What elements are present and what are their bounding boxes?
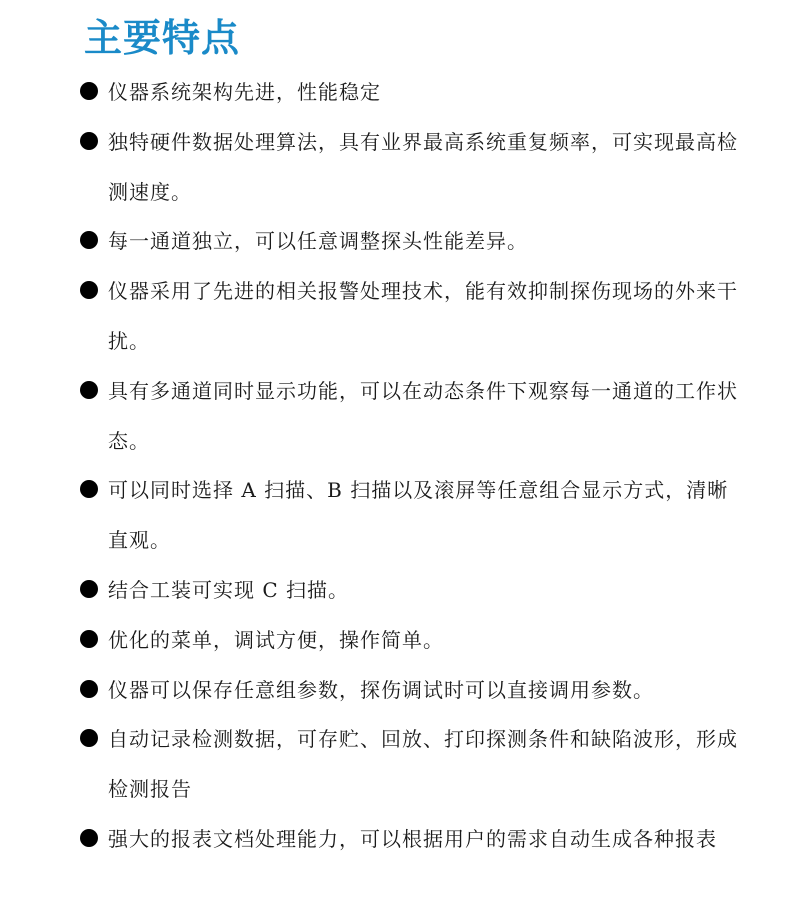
- feature-item-9: [80, 666, 740, 716]
- feature-text: 独特硬件数据处理算法，具有业界最高系统重复频率，可实现最高检测速度。: [108, 129, 738, 204]
- feature-item-3: [80, 217, 740, 267]
- feature-text: 具有多通道同时显示功能，可以在动态条件下观察每一通道的工作状态。: [108, 378, 738, 453]
- feature-item-8: [80, 616, 740, 666]
- feature-item-2: [80, 118, 740, 218]
- feature-item-11: [80, 815, 740, 865]
- feature-item-1: [80, 68, 740, 118]
- bullet-icon: [80, 82, 98, 100]
- feature-item-10: [80, 715, 740, 815]
- feature-text: 强大的报表文档处理能力，可以根据用户的需求自动生成各种报表: [108, 826, 717, 851]
- bullet-icon: [80, 680, 98, 698]
- bullet-icon: [80, 381, 98, 399]
- bullet-icon: [80, 132, 98, 150]
- feature-text: 结合工装可实现 C 扫描。: [108, 577, 350, 602]
- feature-item-6: [80, 466, 740, 566]
- feature-text: 可以同时选择 A 扫描、B 扫描以及滚屏等任意组合显示方式，清晰直观。: [108, 478, 729, 553]
- bullet-icon: [80, 729, 98, 747]
- bullet-icon: [80, 630, 98, 648]
- feature-item-5: [80, 367, 740, 467]
- feature-list: [80, 68, 740, 865]
- feature-text: 仪器可以保存任意组参数，探伤调试时可以直接调用参数。: [108, 677, 654, 702]
- feature-text: 优化的菜单，调试方便，操作简单。: [108, 627, 444, 652]
- feature-text: 每一通道独立，可以任意调整探头性能差异。: [108, 229, 528, 254]
- bullet-icon: [80, 231, 98, 249]
- page-title: 主要特点: [84, 16, 241, 60]
- bullet-icon: [80, 281, 98, 299]
- bullet-icon: [80, 580, 98, 598]
- feature-text: 仪器采用了先进的相关报警处理技术，能有效抑制探伤现场的外来干扰。: [108, 279, 738, 353]
- feature-item-4: [80, 267, 740, 367]
- feature-text: 仪器系统架构先进，性能稳定: [108, 80, 381, 104]
- feature-item-7: [80, 566, 740, 616]
- bullet-icon: [80, 829, 98, 847]
- feature-text: 自动记录检测数据，可存贮、回放、打印探测条件和缺陷波形，形成检测报告: [108, 727, 738, 802]
- bullet-icon: [80, 480, 98, 498]
